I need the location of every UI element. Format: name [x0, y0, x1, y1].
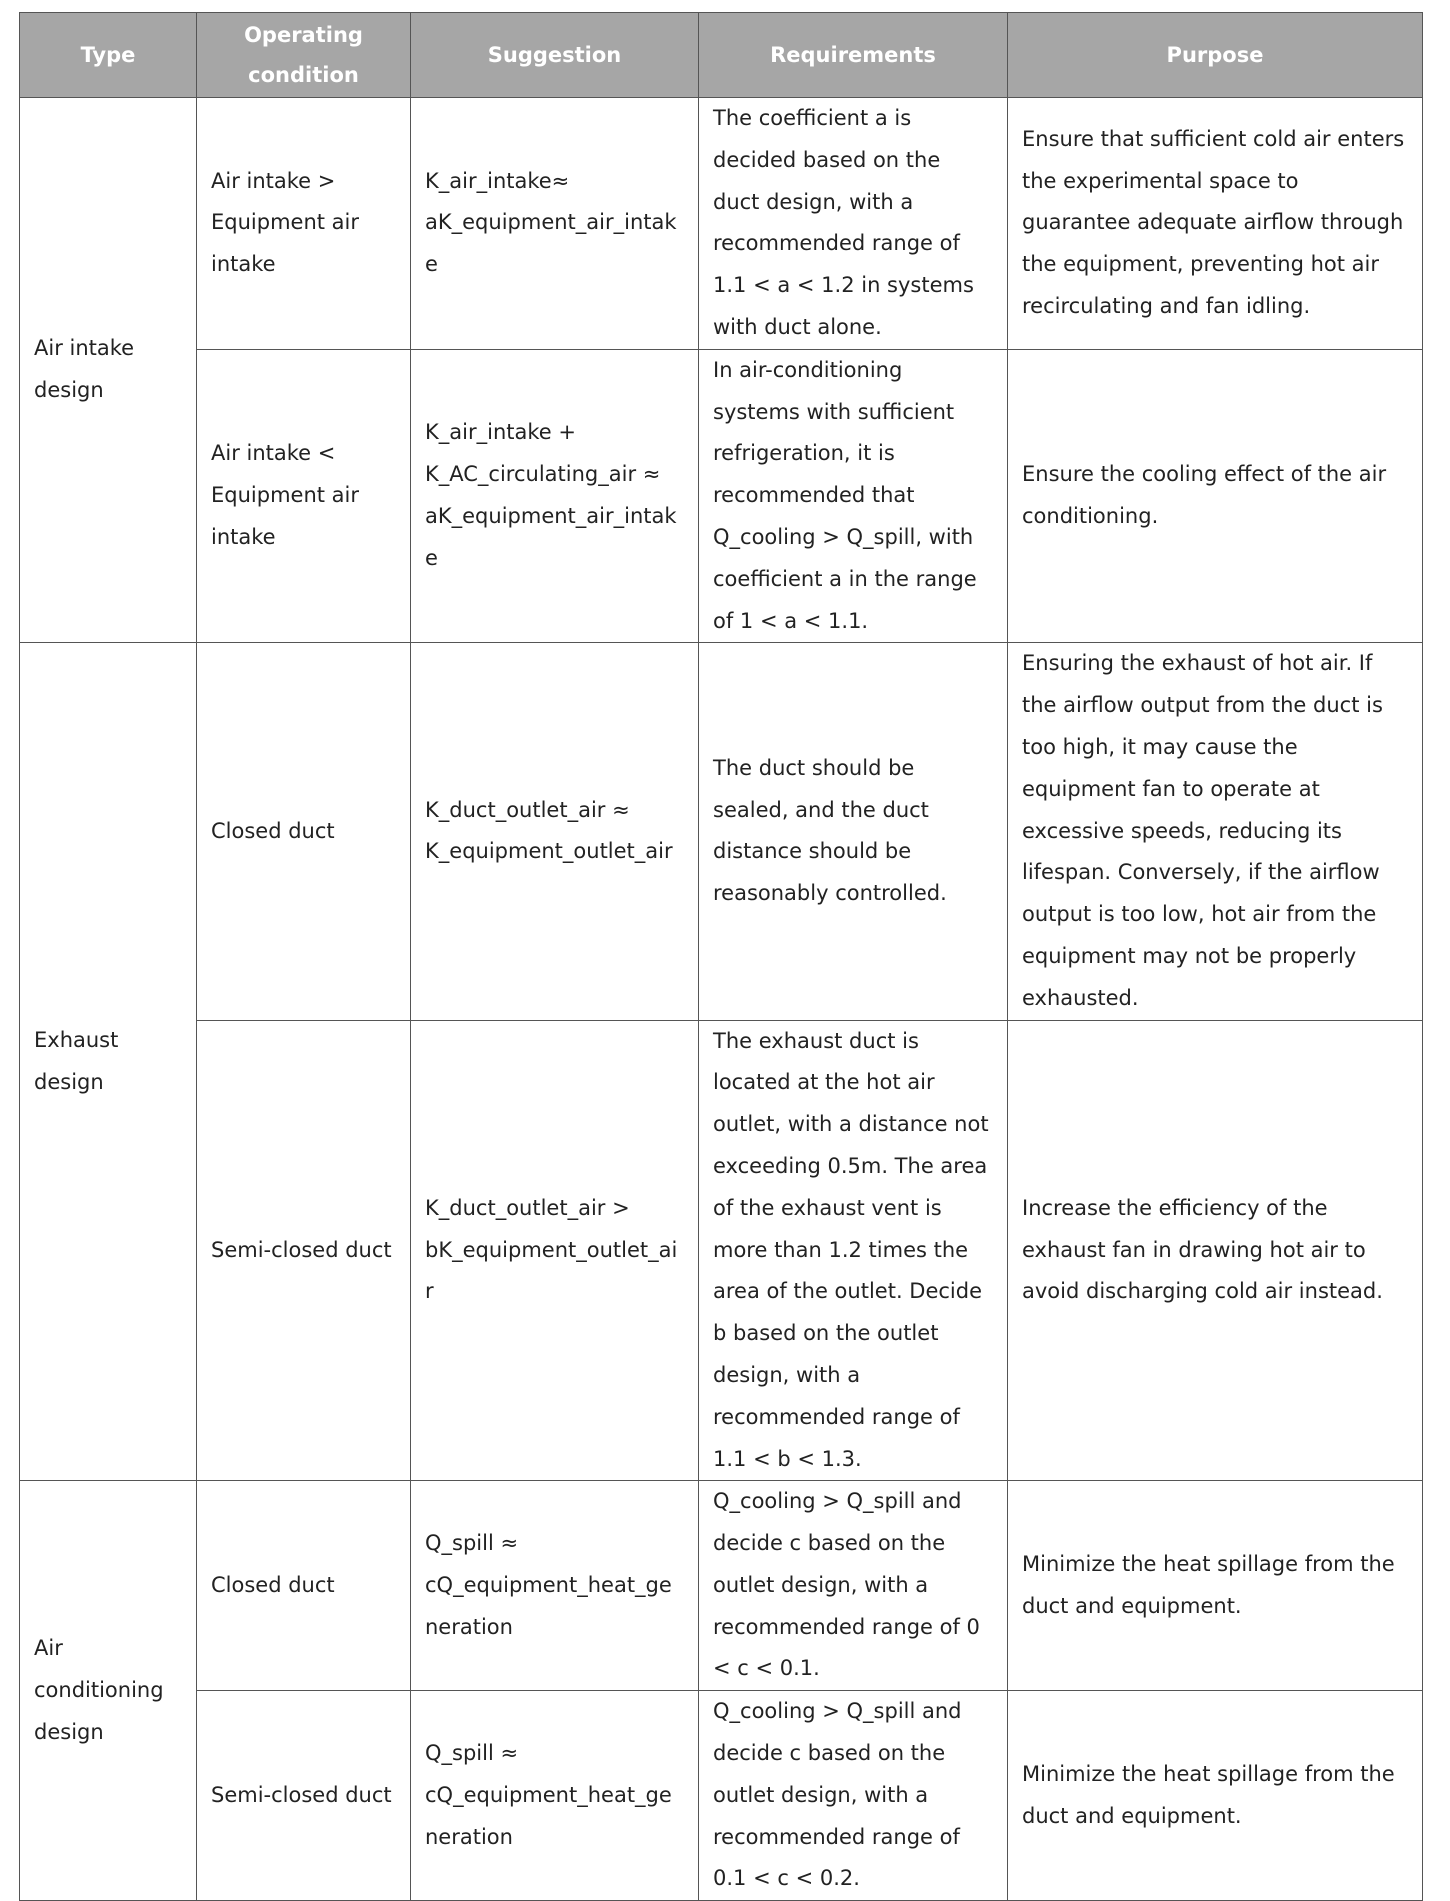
header-requirements: Requirements: [699, 13, 1008, 98]
condition-cell: Closed duct: [197, 643, 411, 1020]
design-table: [19, 12, 1423, 1901]
table-body: [20, 98, 1423, 1901]
condition-cell: Air intake > Equipment air intake: [197, 98, 411, 350]
requirements-cell: Q_cooling > Q_spill and decide c based on the outlet design, with a recommended range of 0.1 < c < 0.2.: [699, 1691, 1008, 1901]
condition-cell: Semi-closed duct: [197, 1020, 411, 1481]
purpose-cell: Increase the efficiency of the exhaust fan in drawing hot air to avoid discharging cold air instead.: [1008, 1020, 1423, 1481]
suggestion-cell: K_air_intake≈ aK_equipment_air_intake: [411, 98, 699, 350]
purpose-cell: Minimize the heat spillage from the duct and equipment.: [1008, 1691, 1423, 1901]
requirements-cell: The coefficient a is decided based on the duct design, with a recommended range of 1.1 < a < 1.2 in systems with duct alone.: [699, 98, 1008, 350]
table-row: [20, 1020, 1423, 1481]
table-row: [20, 98, 1423, 350]
type-cell: Exhaust design: [20, 643, 197, 1481]
table-row: [20, 1481, 1423, 1691]
purpose-cell: Ensure the cooling effect of the air conditioning.: [1008, 349, 1423, 643]
condition-cell: Closed duct: [197, 1481, 411, 1691]
condition-cell: Air intake < Equipment air intake: [197, 349, 411, 643]
suggestion-cell: Q_spill ≈ cQ_equipment_heat_generation: [411, 1691, 699, 1901]
header-suggestion: Suggestion: [411, 13, 699, 98]
requirements-cell: The exhaust duct is located at the hot air outlet, with a distance not exceeding 0.5m. The area of the exhaust vent is more than 1.2 times the area of the outlet. Decide b based on the outlet design, with a recommended range of 1.1 < b < 1.3.: [699, 1020, 1008, 1481]
suggestion-cell: K_duct_outlet_air > bK_equipment_outlet_air: [411, 1020, 699, 1481]
table-row: [20, 349, 1423, 643]
purpose-cell: Ensure that sufficient cold air enters the experimental space to guarantee adequate airflow through the equipment, preventing hot air recirculating and fan idling.: [1008, 98, 1423, 350]
requirements-cell: Q_cooling > Q_spill and decide c based on the outlet design, with a recommended range of 0 < c < 0.1.: [699, 1481, 1008, 1691]
condition-cell: Semi-closed duct: [197, 1691, 411, 1901]
table-header: [20, 13, 1423, 98]
type-cell: Air intake design: [20, 98, 197, 643]
purpose-cell: Ensuring the exhaust of hot air. If the airflow output from the duct is too high, it may cause the equipment fan to operate at excessive speeds, reducing its lifespan. Conversely, if the airflow output is too low, hot air from the equipment may not be properly exhausted.: [1008, 643, 1423, 1020]
requirements-cell: The duct should be sealed, and the duct distance should be reasonably controlled.: [699, 643, 1008, 1020]
header-operating-condition: Operating condition: [197, 13, 411, 98]
type-cell: Air conditioning design: [20, 1481, 197, 1901]
suggestion-cell: K_air_intake + K_AC_circulating_air ≈ aK_equipment_air_intake: [411, 349, 699, 643]
header-row: [20, 13, 1423, 98]
suggestion-cell: K_duct_outlet_air ≈ K_equipment_outlet_air: [411, 643, 699, 1020]
header-purpose: Purpose: [1008, 13, 1423, 98]
requirements-cell: In air-conditioning systems with sufficient refrigeration, it is recommended that Q_cooling > Q_spill, with coefficient a in the range of 1 < a < 1.1.: [699, 349, 1008, 643]
suggestion-cell: Q_spill ≈ cQ_equipment_heat_generation: [411, 1481, 699, 1691]
table-row: [20, 1691, 1423, 1901]
table-row: [20, 643, 1423, 1020]
header-type: Type: [20, 13, 197, 98]
purpose-cell: Minimize the heat spillage from the duct and equipment.: [1008, 1481, 1423, 1691]
